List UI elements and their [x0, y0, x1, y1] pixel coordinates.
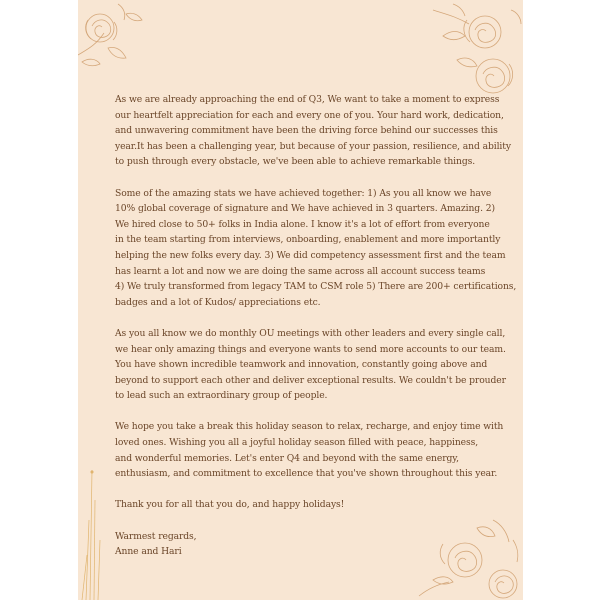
paragraph-ou-meetings	[115, 326, 515, 404]
text-line: Some of the amazing stats we have achieved together: 1) As you all know we have	[115, 187, 492, 199]
signature-names: Anne and Hari	[115, 546, 182, 558]
paragraph-stats	[115, 186, 515, 311]
text-line: We hired close to 50+ folks in India alone. I know it's a lot of effort from everyone	[115, 218, 490, 230]
rose-ornament-top-right-icon	[413, 0, 523, 100]
paragraph-intro	[115, 92, 515, 170]
letter-page	[78, 0, 523, 600]
text-line: badges and a lot of Kudos/ appreciations etc.	[115, 296, 321, 308]
text-line: and wonderful memories. Let's enter Q4 and beyond with the same energy,	[115, 452, 459, 464]
letter-body	[115, 92, 515, 560]
text-line: and unwavering commitment have been the driving force behind our successes this	[115, 125, 498, 137]
text-line: our heartfelt appreciation for each and every one of you. Your hard work, dedication,	[115, 109, 504, 121]
text-line: loved ones. Wishing you all a joyful holiday season filled with peace, happiness,	[115, 437, 479, 449]
text-line: As you all know we do monthly OU meetings with other leaders and every single call,	[115, 327, 506, 339]
text-line: We hope you take a break this holiday season to relax, recharge, and enjoy time with	[115, 421, 504, 433]
closing-line: Warmest regards,	[115, 530, 197, 542]
text-line: beyond to support each other and deliver exceptional results. We couldn't be prouder	[115, 374, 506, 386]
text-line: enthusiasm, and commitment to excellence that you've shown throughout this year.	[115, 468, 498, 480]
text-line: to lead such an extraordinary group of people.	[115, 390, 328, 402]
light-rays-ornament-icon	[78, 460, 118, 600]
signature-block	[115, 529, 515, 560]
text-line: year.It has been a challenging year, but because of your passion, resilience, and ability	[115, 140, 511, 152]
text-line: Thank you for all that you do, and happy holidays!	[115, 499, 345, 511]
text-line: to push through every obstacle, we've been able to achieve remarkable things.	[115, 156, 476, 168]
text-line: we hear only amazing things and everyone wants to send more accounts to our team.	[115, 343, 506, 355]
paragraph-holidays	[115, 419, 515, 481]
text-line: 4) We truly transformed from legacy TAM to CSM role 5) There are 200+ certifications,	[115, 281, 517, 293]
text-line: You have shown incredible teamwork and innovation, constantly going above and	[115, 359, 488, 371]
text-line: in the team starting from interviews, onboarding, enablement and more importantly	[115, 234, 501, 246]
rose-ornament-top-left-icon	[78, 0, 148, 80]
text-line: has learnt a lot and now we are doing the same across all account success teams	[115, 265, 486, 277]
text-line: 10% global coverage of signature and We have achieved in 3 quarters. Amazing. 2)	[115, 203, 495, 215]
paragraph-thanks	[115, 497, 515, 513]
text-line: helping the new folks every day. 3) We did competency assessment first and the team	[115, 249, 506, 261]
text-line: As we are already approaching the end of Q3, We want to take a moment to express	[115, 94, 500, 105]
